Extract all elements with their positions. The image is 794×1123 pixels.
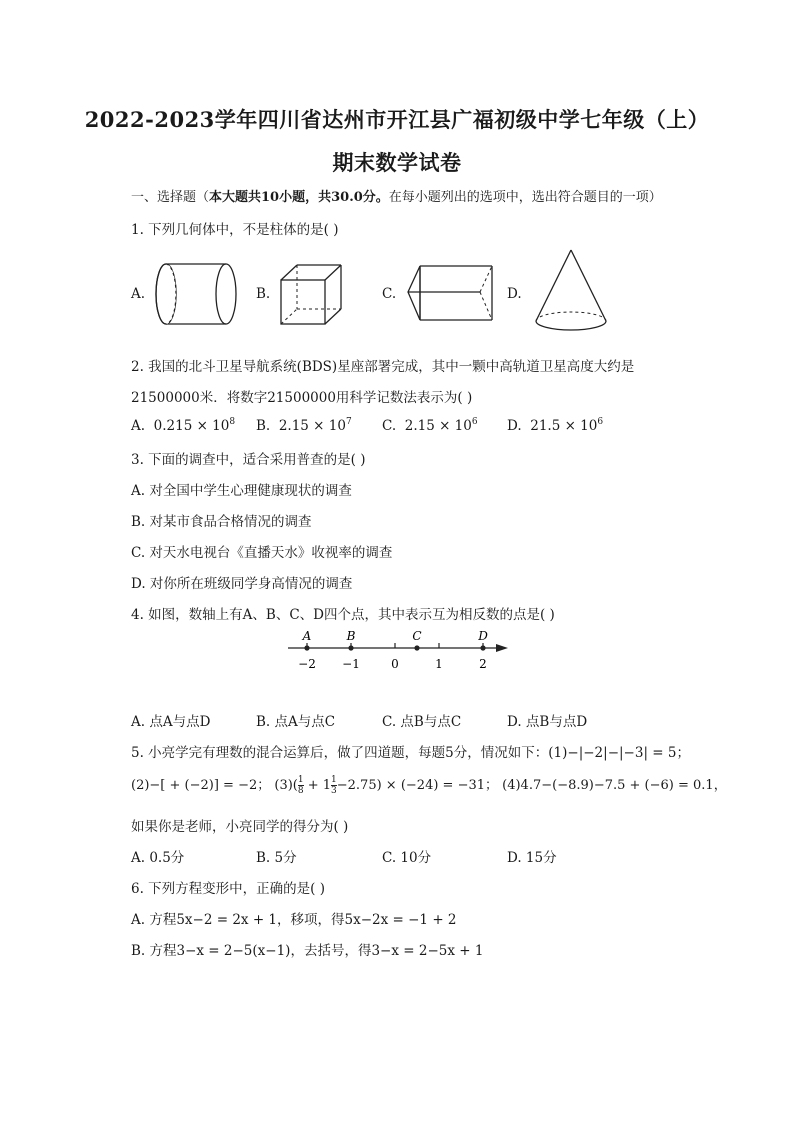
point-label-d: D	[478, 629, 488, 643]
axis-tick-label: 0	[391, 657, 399, 671]
axis-tick-label: 2	[479, 657, 487, 671]
q5-option-a: A. 0.5分	[131, 850, 185, 866]
point-d	[480, 645, 485, 650]
q2-stem-line1: 2. 我国的北斗卫星导航系统(BDS)星座部署完成，其中一颗中高轨道卫星高度大约是	[131, 359, 635, 375]
point-label-c: C	[412, 629, 422, 643]
point-c	[414, 645, 419, 650]
q4-option-d: D. 点B与点D	[507, 714, 588, 730]
exam-title-line1: 2022-2023学年四川省达州市开江县广福初级中学七年级（上）	[84, 107, 710, 132]
point-b	[348, 645, 353, 650]
number-line-figure	[280, 624, 520, 676]
cone-icon	[530, 247, 612, 335]
cylinder-icon	[150, 258, 242, 330]
q2-stem-line2: 21500000米．将数字21500000用科学记数法表示为( )	[131, 390, 473, 406]
q2-option-d: D. $21.5 \times 10^6$	[507, 417, 604, 434]
axis-tick-label: −1	[342, 657, 360, 671]
q1-option-a-label: A.	[131, 286, 146, 302]
fraction-one-third: $\frac{1}{3}$	[331, 775, 337, 796]
q5-stem-line1: 5. 小亮学完有理数的混合运算后，做了四道题，每题5分，情况如下：(1)−|−2|−|−3| = 5；	[131, 745, 690, 761]
point-label-a: A	[302, 629, 312, 643]
q4-stem: 4. 如图，数轴上有A、B、C、D四个点，其中表示互为相反数的点是( )	[131, 607, 555, 623]
q3-option-c: C. 对天水电视台《直播天水》收视率的调查	[131, 545, 393, 561]
q5-option-c: C. 10分	[382, 850, 432, 866]
q6-option-a: A. 方程5x−2 = 2x + 1，移项，得5x−2x = −1 + 2	[131, 912, 457, 928]
q6-option-b: B. 方程3−x = 2−5(x−1)，去括号，得3−x = 2−5x + 1	[131, 943, 484, 959]
q4-option-a: A. 点A与点D	[131, 714, 211, 730]
axis-tick-label: 1	[435, 657, 443, 671]
section-header: 一、选择题（本大题共10小题，共30.0分。在每小题列出的选项中，选出符合题目的一项）	[131, 190, 662, 205]
q5-option-b: B. 5分	[256, 850, 297, 866]
q2-option-b: B. $2.15 \times 10^7$	[256, 417, 352, 434]
q3-stem: 3. 下面的调查中，适合采用普查的是( )	[131, 452, 366, 468]
fraction-one-eighth: $\frac{1}{8}$	[297, 775, 304, 796]
q2-option-c: C. $2.15 \times 10^6$	[382, 417, 478, 434]
q2-option-a: A. $0.215 \times 10^8$	[131, 417, 236, 434]
q5-stem-line3: 如果你是老师，小亮同学的得分为( )	[131, 819, 349, 835]
point-a	[304, 645, 309, 650]
number-line-arrow	[496, 644, 508, 652]
triangular-prism-icon	[404, 262, 496, 326]
q1-option-d-label: D.	[507, 286, 522, 302]
cube-icon	[278, 262, 344, 328]
q1-option-b-label: B.	[256, 286, 271, 302]
point-label-b: B	[346, 629, 356, 643]
q5-option-d: D. 15分	[507, 850, 557, 866]
axis-tick-label: −2	[298, 657, 316, 671]
q5-stem-line2: (2)−[ + (−2)] = −2； (3)( $\frac{1}{8}$ + 1 $\frac{1}{3}$ −2.75) × (−24) = −31； (4)4.7−(−8.9)−7.5 + (−6) = 0.1，	[131, 775, 727, 796]
q6-stem: 6. 下列方程变形中，正确的是( )	[131, 881, 325, 897]
q4-option-c: C. 点B与点C	[382, 714, 462, 730]
q1-option-c-label: C.	[382, 286, 397, 302]
q3-option-b: B. 对某市食品合格情况的调查	[131, 514, 312, 530]
q1-stem: 1. 下列几何体中，不是柱体的是( )	[131, 222, 339, 238]
q3-option-d: D. 对你所在班级同学身高情况的调查	[131, 576, 353, 592]
exam-title-line2: 期末数学试卷	[332, 150, 462, 175]
q3-option-a: A. 对全国中学生心理健康现状的调查	[131, 483, 352, 499]
q4-option-b: B. 点A与点C	[256, 714, 336, 730]
